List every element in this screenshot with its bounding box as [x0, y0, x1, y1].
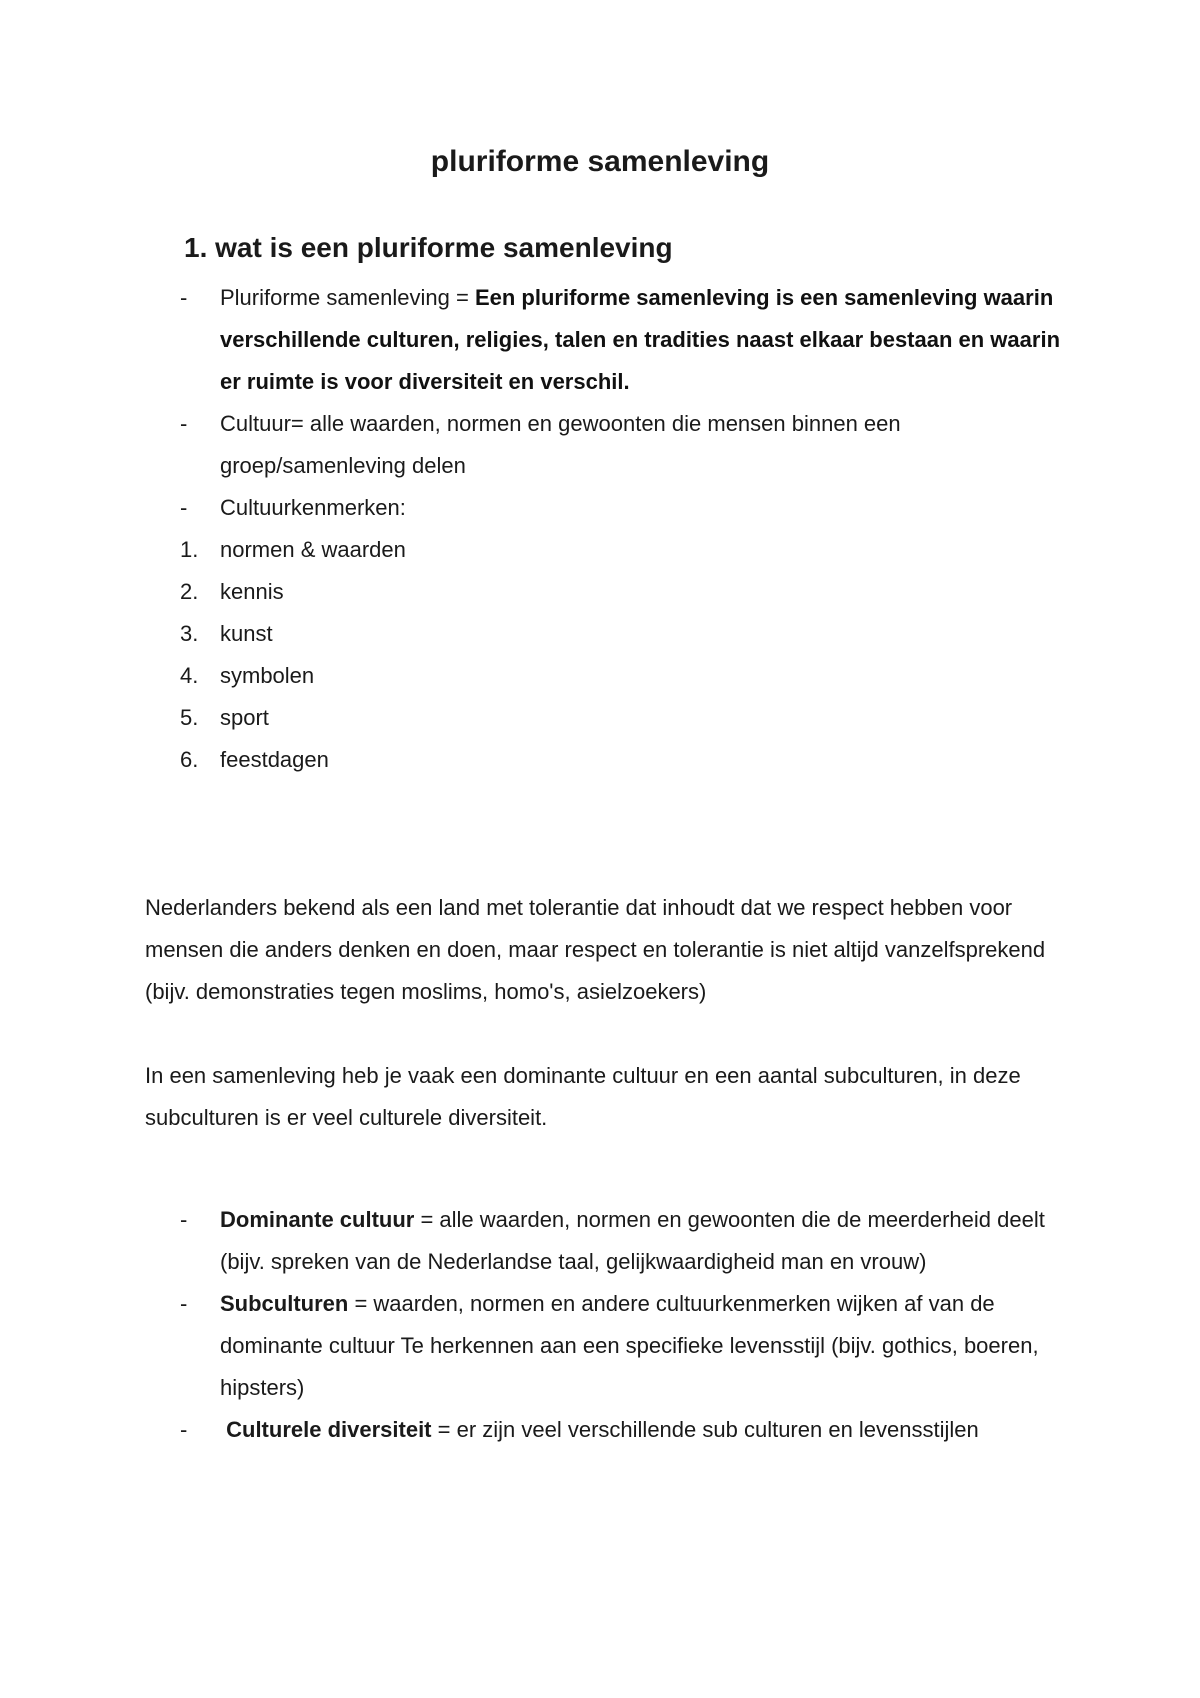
list-marker: 2.	[180, 579, 199, 604]
list-item-lead: Pluriforme samenleving =	[220, 285, 475, 310]
definition-list	[180, 277, 1080, 781]
term-label: Subculturen	[220, 1291, 349, 1316]
term-label: Culturele diversiteit	[220, 1417, 432, 1442]
list-item	[180, 571, 1080, 613]
list-item-text: kunst	[220, 621, 273, 646]
list-marker: 5.	[180, 705, 199, 730]
list-marker: -	[180, 411, 188, 436]
list-marker: -	[180, 1417, 188, 1442]
list-item	[180, 1409, 1080, 1451]
list-item	[180, 697, 1080, 739]
term-definition: = alle waarden, normen en gewoonten die de meerderheid deelt (bijv. spreken van de Nederlandse taal, gelijkwaardigheid man en vrouw)	[220, 1207, 1045, 1274]
list-item-text: sport	[220, 705, 269, 730]
paragraph-subcultures: In een samenleving heb je vaak een dominante cultuur en een aantal subculturen, in deze subculturen is er veel culturele diversiteit.	[145, 1063, 1021, 1130]
list-item-text: symbolen	[220, 663, 315, 688]
list-item-text: feestdagen	[220, 747, 329, 772]
list-marker: 6.	[180, 747, 199, 772]
list-marker: -	[180, 285, 188, 310]
list-item-text: kennis	[220, 579, 284, 604]
list-item-text: normen & waarden	[220, 537, 406, 562]
list-item	[180, 655, 1080, 697]
list-item	[180, 613, 1080, 655]
list-marker: -	[180, 495, 188, 520]
list-item	[180, 1283, 1080, 1409]
list-marker: 3.	[180, 621, 199, 646]
section-heading: 1. wat is een pluriforme samenleving	[184, 232, 673, 263]
list-item	[180, 277, 1080, 403]
term-label: Dominante cultuur	[220, 1207, 415, 1232]
list-marker: -	[180, 1291, 188, 1316]
list-item	[180, 403, 1080, 487]
list-marker: -	[180, 1207, 188, 1232]
list-item	[180, 529, 1080, 571]
list-marker: 4.	[180, 663, 199, 688]
list-item-definition: Een pluriforme samenleving is een samenleving waarin verschillende culturen, religies, talen en tradities naast elkaar bestaan en waarin er ruimte is voor diversiteit en verschil.	[220, 285, 1061, 394]
list-item	[180, 487, 1080, 529]
list-item-text: Cultuurkenmerken:	[220, 495, 406, 520]
list-marker: 1.	[180, 537, 199, 562]
term-definition: = waarden, normen en andere cultuurkenmerken wijken af van de dominante cultuur Te herkennen aan een specifieke levensstijl (bijv. gothics, boeren, hipsters)	[220, 1291, 1039, 1400]
list-item	[180, 1199, 1080, 1283]
term-definition: = er zijn veel verschillende sub culturen en levensstijlen	[431, 1417, 979, 1442]
list-item-text: Cultuur= alle waarden, normen en gewoonten die mensen binnen een groep/samenleving delen	[220, 411, 901, 478]
list-item	[180, 739, 1080, 781]
paragraph-tolerance: Nederlanders bekend als een land met tolerantie dat inhoudt dat we respect hebben voor mensen die anders denken en doen, maar respect en tolerantie is niet altijd vanzelfsprekend (bijv. demonstraties tegen moslims, homo's, asielzoekers)	[145, 895, 1046, 1004]
culture-terms-list	[180, 1199, 1080, 1451]
document-title: pluriforme samenleving	[430, 145, 770, 178]
